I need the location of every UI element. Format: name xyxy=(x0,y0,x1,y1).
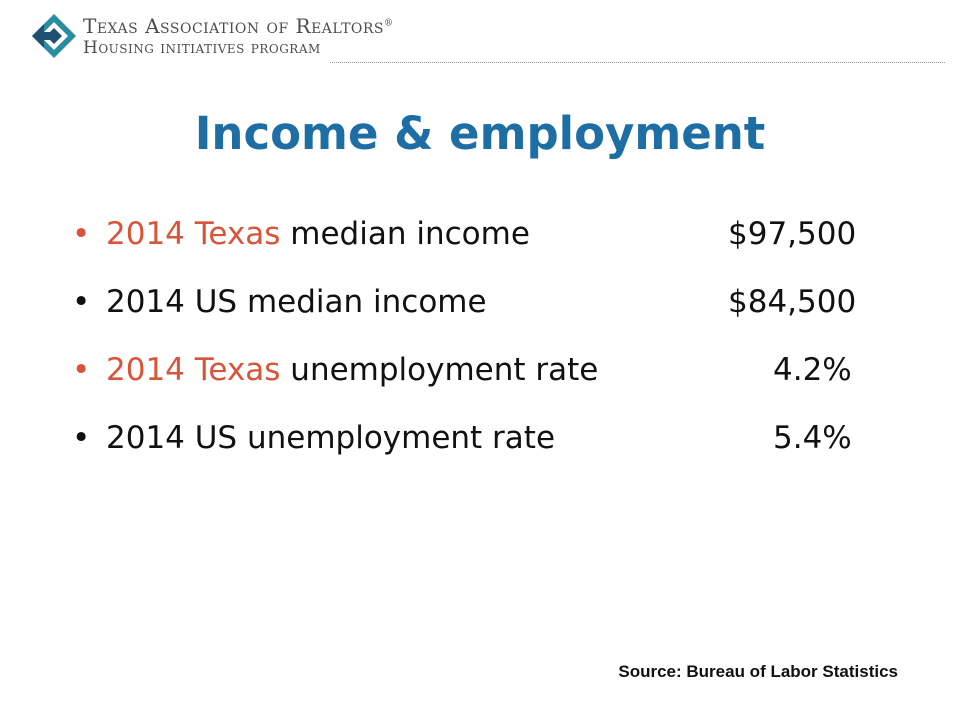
diamond-arrow-logo-icon xyxy=(30,12,78,60)
stat-value: $97,500 xyxy=(728,216,857,252)
bullet: • xyxy=(72,420,91,456)
stat-label: 2014 US unemployment rate xyxy=(106,420,556,456)
stat-label-rest: median income xyxy=(280,216,530,252)
slide-header xyxy=(0,0,960,64)
bullet: • xyxy=(72,216,91,252)
stat-row-texas-median-income xyxy=(72,212,892,280)
stat-row-us-median-income xyxy=(72,280,892,348)
stat-label xyxy=(106,212,530,256)
slide-title: Income & employment xyxy=(194,107,766,160)
stat-row-us-unemployment xyxy=(72,416,892,484)
stat-label-highlight: 2014 Texas xyxy=(106,216,281,252)
source-note: Source: Bureau of Labor Statistics xyxy=(618,662,898,681)
stats-list xyxy=(72,212,892,484)
stat-value: 4.2% xyxy=(773,352,852,388)
stat-label: 2014 US median income xyxy=(106,284,487,320)
bullet: • xyxy=(72,352,91,388)
org-name-text: Texas Association of Realtors xyxy=(83,14,385,38)
registered-mark: ® xyxy=(384,18,394,29)
stat-value: $84,500 xyxy=(728,284,857,320)
stat-label-rest: unemployment rate xyxy=(280,352,599,388)
stat-label-highlight: 2014 Texas xyxy=(106,352,281,388)
stat-label xyxy=(106,348,598,392)
program-name: Housing initiatives program xyxy=(83,38,321,58)
header-divider xyxy=(330,62,945,63)
stat-row-texas-unemployment xyxy=(72,348,892,416)
bullet: • xyxy=(72,284,91,320)
org-name xyxy=(83,14,394,38)
stat-value: 5.4% xyxy=(773,420,852,456)
